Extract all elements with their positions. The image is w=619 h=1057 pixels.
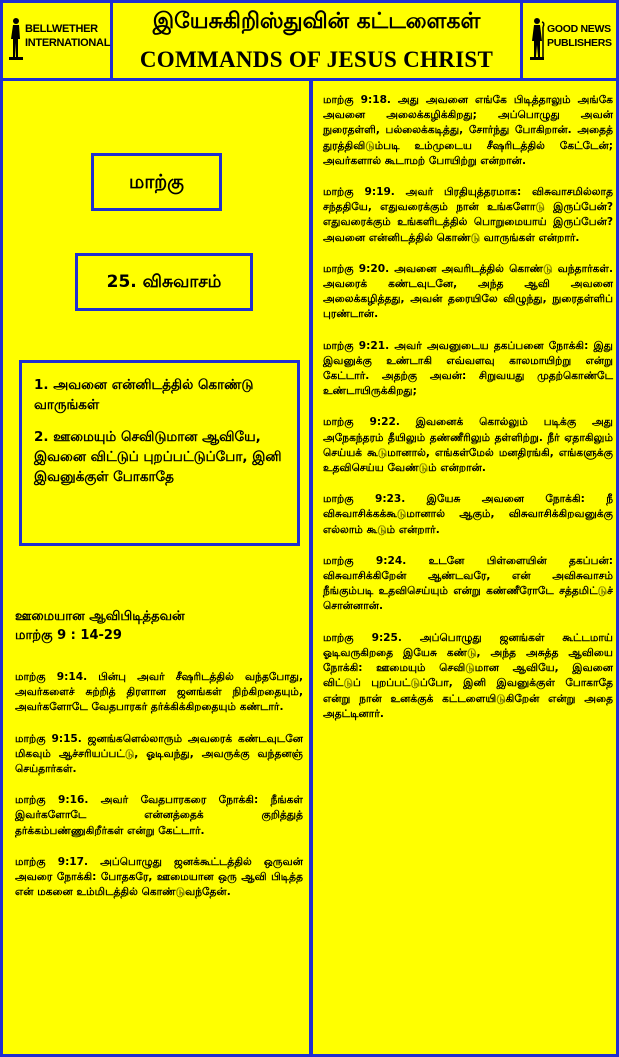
verse-9-15: மாற்கு 9:15. ஜனங்களெல்லாரும் அவரைக் கண்டவுடனே மிகவும் ஆச்சரியப்பட்டு, ஓடிவந்து, அவருக்கு வந்தனஞ் செய்தார்கள். (15, 732, 303, 776)
verse-9-25: மாற்கு 9:25. அப்பொழுது ஜனங்கள் கூட்டமாய் ஓடிவருகிறதை இயேசு கண்டு, அந்த அசுத்த ஆவியை நோக்கி: ஊமையும் செவிடுமான ஆவியே, இவனை விட்டுப் புறப்பட்டுப்போ, இனி இவனுக்குள் போகாதே என்று நான் உனக்குக் கட்டளையிடுகிறேன் என்று அதை அதட்டினார். (323, 631, 613, 720)
right-logo (523, 3, 616, 81)
verse-9-24: மாற்கு 9:24. உடனே பிள்ளையின் தகப்பன்: விசுவாசிக்கிறேன் ஆண்டவரே, என் அவிசுவாசம் நீங்கும்படி உதவிசெய்யும் என்று கண்ணீரோடே சத்தமிட்டுச் சொன்னான். (323, 554, 613, 613)
verse-9-17: மாற்கு 9:17. அப்பொழுது ஜனக்கூட்டத்தில் ஒருவன் அவரை நோக்கி: போதகரே, ஊமையான ஒரு ஆவி பிடித்த என் மகனை உம்மிடத்தில் கொண்டுவந்தேன். (15, 855, 303, 899)
passage-heading (15, 607, 300, 645)
verse-9-21: மாற்கு 9:21. அவர் அவனுடைய தகப்பனை நோக்கி: இது இவனுக்கு உண்டாகி எவ்வளவு காலமாயிற்று என்று கேட்டார். அதற்கு அவன்: சிறுவயது முதற்கொண்டே உண்டாயிருக்கிறது; (323, 339, 613, 398)
column-divider (309, 81, 313, 1057)
verse-9-20: மாற்கு 9:20. அவனை அவரிடத்தில் கொண்டு வந்தார்கள். அவரைக் கண்டவுடனே, அந்த ஆவி அவனை அலைக்கழித்தது, அவன் தரையிலே விழுந்து, நுரைதள்ளிப் புரண்டான். (323, 262, 613, 321)
sheep-figure-icon (9, 17, 23, 61)
header (3, 3, 616, 81)
verse-9-22: மாற்கு 9:22. இவனைக் கொல்லும் படிக்கு அது அநேகந்தரம் தீயிலும் தண்ணீரிலும் தள்ளிற்று. நீர் ஏதாகிலும் செய்யக் கூடுமானால், எங்கள்மேல் மனதிரங்கி, எங்களுக்கு உதவிசெய்ய வேண்டும் என்றான். (323, 416, 613, 475)
right-logo-text: GOOD NEWS PUBLISHERS (547, 23, 612, 49)
command-points-box (19, 360, 300, 546)
title-box (113, 3, 523, 81)
shepherd-figure-icon (529, 17, 545, 61)
left-logo-text: BELLWETHER INTERNATIONAL (25, 23, 111, 49)
command-point-2: 2. ஊமையும் செவிடுமான ஆவியே, இவனை விட்டுப் புறப்பட்டுப்போ, இனி இவனுக்குள் போகாதே (34, 429, 282, 485)
left-logo (3, 3, 113, 81)
verse-9-16: மாற்கு 9:16. அவர் வேதபாரகரை நோக்கி: நீங்கள் இவர்களோடே என்னத்தைக் குறித்துத் தர்க்கம்பண்ணுகிறீர்கள் என்று கேட்டார். (15, 794, 303, 837)
title-tamil: இயேசுகிறிஸ்துவின் கட்டளைகள் (152, 9, 481, 34)
book-box: மாற்கு (91, 153, 222, 211)
passage-title: ஊமையான ஆவிபிடித்தவன் (15, 609, 185, 624)
verse-9-19: மாற்கு 9:19. அவர் பிரதியுத்தரமாக: விசுவாசமில்லாத சந்ததியே, எதுவரைக்கும் நான் உங்களோடு இருப்பேன்? எதுவரைக்கும் உங்களிடத்தில் பொறுமையாய் இருப்பேன்? அவனை என்னிடத்தில் கொண்டு வாருங்கள் என்றார். (323, 186, 613, 244)
passage-reference: மாற்கு 9 : 14-29 (15, 628, 122, 643)
command-point-1: 1. அவனை என்னிடத்தில் கொண்டு வாருங்கள் (34, 377, 254, 413)
verse-9-18: மாற்கு 9:18. அது அவனை எங்கே பிடித்தாலும் அங்கே அவனை அலைக்கழிக்கிறது; அப்பொழுது அவன் நுரைதள்ளி, பல்லைக்கடித்து, சோர்ந்து போகிறான். அதைத் துரத்திவிடும்படி உம்முடைய சீஷரிடத்தில் கேட்டேன்; அவர்களால் கூடாமற் போயிற்று என்றான். (323, 94, 613, 167)
title-english: COMMANDS OF JESUS CHRIST (139, 47, 494, 72)
verse-9-14: மாற்கு 9:14. பின்பு அவர் சீஷரிடத்தில் வந்தபோது, அவர்களைச் சுற்றித் திரளான ஜனங்கள் நிற்கிறதையும், அவர்களோடே வேதபாரகர் தர்க்கிக்கிறதையும் கண்டார். (15, 671, 303, 714)
left-verses (15, 670, 303, 916)
right-verses (323, 93, 613, 738)
chapter-box: 25. விசுவாசம் (75, 253, 253, 311)
verse-9-23: மாற்கு 9:23. இயேசு அவனை நோக்கி: நீ விசுவாசிக்கக்கூடுமானால் ஆகும், விசுவாசிக்கிறவனுக்கு எல்லாம் கூடும் என்றார். (323, 493, 613, 536)
